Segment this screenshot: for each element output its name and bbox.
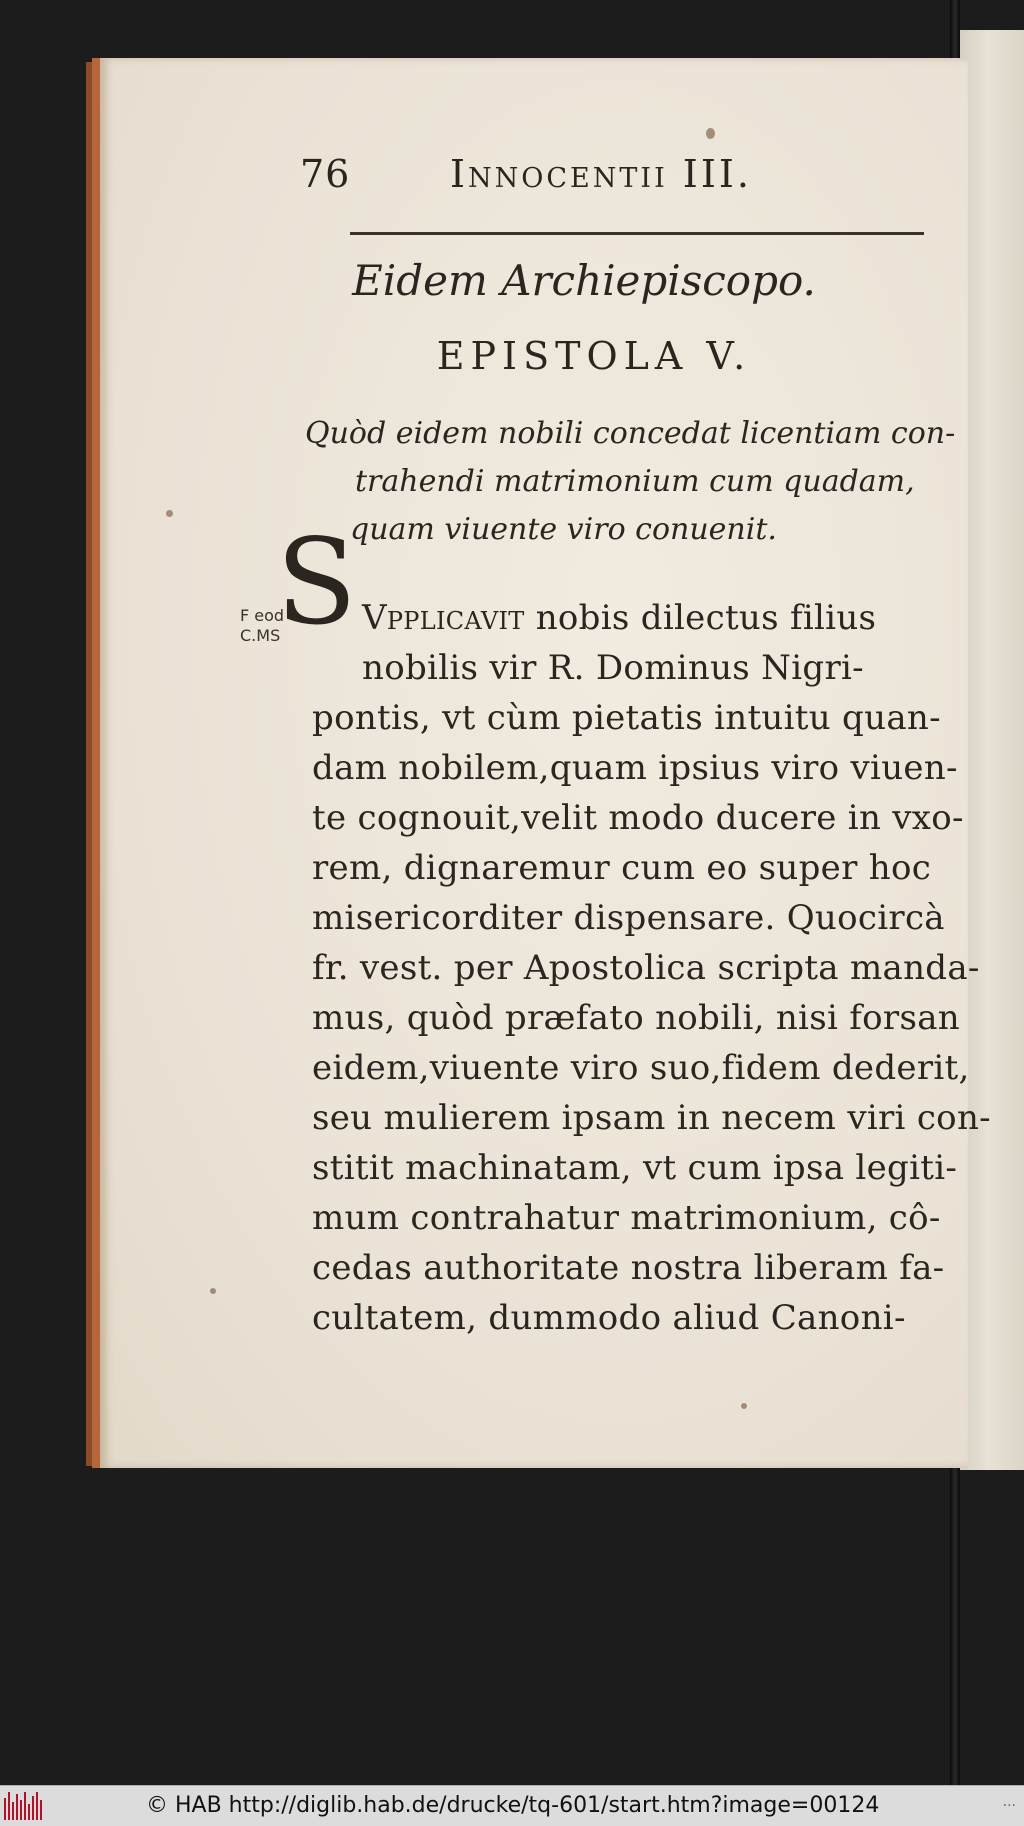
body-line: nobilis vir R. Dominus Nigri- bbox=[362, 648, 864, 688]
head-rule bbox=[350, 232, 924, 235]
margin-note-line: C.MS bbox=[240, 626, 281, 645]
paper-stain bbox=[210, 1288, 216, 1294]
body-line: te cognouit,velit modo ducere in vxo- bbox=[312, 798, 964, 838]
body-line bbox=[362, 598, 876, 638]
footer-more: ... bbox=[1002, 1794, 1016, 1810]
drop-capital: S bbox=[276, 513, 357, 651]
body-line: cultatem, dummodo aliud Canoni- bbox=[312, 1298, 906, 1338]
body-line: cedas authoritate nostra liberam fa- bbox=[312, 1248, 945, 1288]
book-page bbox=[92, 58, 991, 1468]
summary-line: Quòd eidem nobili concedat licentiam con- bbox=[305, 416, 956, 451]
body-line: eidem,viuente viro suo,fidem dederit, bbox=[312, 1048, 970, 1088]
body-line: fr. vest. per Apostolica scripta manda- bbox=[312, 948, 980, 988]
paper-stain bbox=[706, 128, 715, 139]
body-line: misericorditer dispensare. Quocircà bbox=[312, 898, 945, 938]
running-title: Innocentii III. bbox=[450, 152, 752, 196]
body-line: seu mulierem ipsam in necem viri con- bbox=[312, 1098, 991, 1138]
summary-line: quam viuente viro conuenit. bbox=[350, 512, 777, 547]
viewer-footer bbox=[0, 1785, 1024, 1826]
hab-logo-icon bbox=[4, 1792, 44, 1820]
addressee-heading: Eidem Archiepiscopo. bbox=[352, 256, 816, 305]
body-line: stitit machinatam, vt cum ipsa legiti- bbox=[312, 1148, 958, 1188]
body-line: rem, dignaremur cum eo super hoc bbox=[312, 848, 932, 888]
margin-note-line: F eod bbox=[240, 606, 285, 625]
body-line: pontis, vt cùm pietatis intuitu quan- bbox=[312, 698, 941, 738]
body-line: dam nobilem,quam ipsius viro viuen- bbox=[312, 748, 958, 788]
body-line: mum contrahatur matrimonium, cô- bbox=[312, 1198, 941, 1238]
opening-caps: Vpplicavit bbox=[362, 598, 525, 638]
paper-stain bbox=[741, 1403, 747, 1409]
body-line: mus, quòd præfato nobili, nisi forsan bbox=[312, 998, 960, 1038]
paper-stain bbox=[166, 510, 173, 517]
summary-line: trahendi matrimonium cum quadam, bbox=[355, 464, 915, 499]
page-number: 76 bbox=[300, 152, 351, 196]
epistola-heading: EPISTOLA V. bbox=[436, 334, 752, 378]
body-line-rest: nobis dilectus filius bbox=[524, 598, 877, 638]
copyright-url[interactable]: © HAB http://diglib.hab.de/drucke/tq-601/start.htm?image=00124 bbox=[146, 1793, 880, 1818]
